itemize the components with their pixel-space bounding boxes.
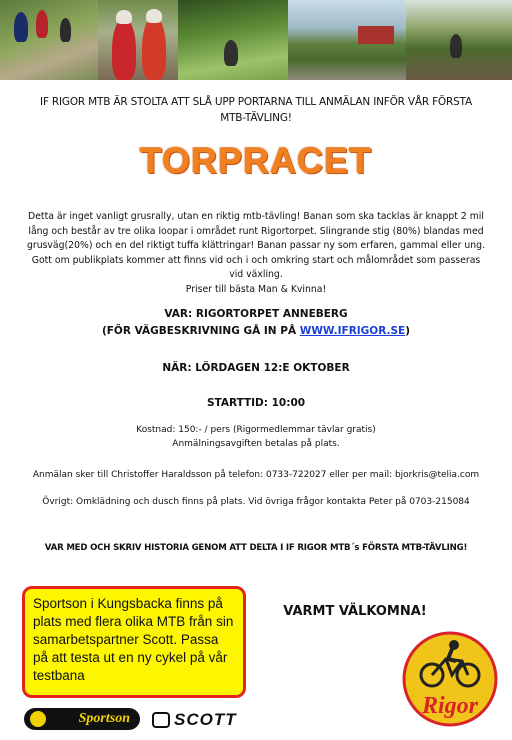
location-section <box>0 306 512 340</box>
sponsor-text: Sportson i Kungsbacka finns på plats med flera olika MTB från sin samarbetspartner Scott. Passa på att testa ut en ny cykel på vår testbana <box>33 596 234 683</box>
scott-logo-mark <box>152 712 170 728</box>
registration-line: Anmälan sker till Christoffer Haraldsson på telefon: 0733-722027 eller per mail: bjorkris@telia.com <box>32 470 480 480</box>
directions-line <box>0 323 512 340</box>
website-link[interactable]: WWW.IFRIGOR.SE <box>299 325 406 337</box>
date-line: NÄR: LÖRDAGEN 12:E OKTOBER <box>162 362 350 374</box>
description-paragraph: Gott om publikplats kommer att finns vid och i och omkring start och målområdet som passeras vid växling. <box>31 254 481 280</box>
location-line: VAR: RIGORTORPET ANNEBERG <box>164 308 348 320</box>
cost-info <box>0 424 512 437</box>
fee-line: Anmälningsavgiften betalas på plats. <box>172 439 340 449</box>
directions-prefix: (FÖR VÄGBESKRIVNING GÅ IN PÅ <box>101 325 300 337</box>
description-paragraph: Detta är inget vanligt grusrally, utan en riktig mtb-tävling! Banan som ska tacklas är knappt 2 mil lång och består av tre olika loopar i området runt Rigortorpet. Slingrande stig (80%) blandas med grusväg(20%) och en del riktigt tuffa klättringar! Banan passar ny som erfaren, gammal eller ung. <box>26 211 486 251</box>
welcome-text: VARMT VÄLKOMNA! <box>283 604 427 619</box>
photo-red-house <box>288 0 406 80</box>
intro-text: IF RIGOR MTB ÄR STOLTA ATT SLÅ UPP PORTARNA TILL ANMÄLAN INFÖR VÅR FÖRSTA MTB-TÄVLING! <box>40 96 472 124</box>
directions-suffix: ) <box>405 325 411 337</box>
photo-banner <box>0 0 512 80</box>
sportson-logo-mark <box>30 711 46 727</box>
sportson-logo-text: Sportson <box>78 711 130 726</box>
call-to-action: VAR MED OCH SKRIV HISTORIA GENOM ATT DELTA I IF RIGOR MTB´s FÖRSTA MTB-TÄVLING! <box>44 543 468 553</box>
photo-two-riders <box>98 0 178 80</box>
scott-logo-text: SCOTT <box>174 710 237 729</box>
start-time-line: STARTTID: 10:00 <box>206 397 306 409</box>
event-title: TORPRACET <box>139 140 373 181</box>
sportson-logo <box>24 708 140 730</box>
description-paragraph: Priser till bästa Man & Kvinna! <box>185 283 327 295</box>
other-info-line: Övrigt: Omklädning och dusch finns på plats. Vid övriga frågor kontakta Peter på 0703-215084 <box>42 497 470 507</box>
photo-riders-trail <box>0 0 98 80</box>
photo-woods-track <box>406 0 512 80</box>
scott-logo <box>152 710 248 730</box>
rigor-logo <box>402 631 498 727</box>
rigor-logo-text: Rigor <box>421 693 479 719</box>
event-description <box>26 210 486 297</box>
sponsor-box <box>22 586 246 698</box>
cost-line: Kostnad: 150:- / pers (Rigormedlemmar tävlar gratis) <box>136 425 376 435</box>
photo-forest-rider <box>178 0 288 80</box>
